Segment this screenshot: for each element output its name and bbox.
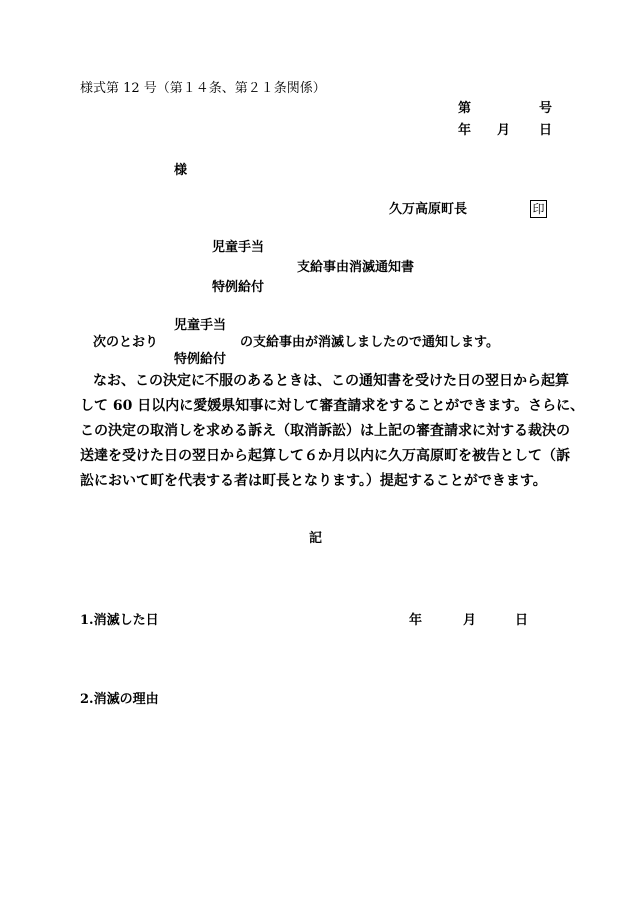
seal-mark: 印 — [530, 200, 547, 218]
appeal-line-5: 訟において町を代表する者は町長となります。）提起することができます。 — [80, 473, 547, 489]
item-1-year: 年 — [409, 613, 423, 628]
title-option-special-benefit: 特例給付 — [212, 280, 265, 295]
item-1-day: 日 — [515, 613, 529, 628]
addressee-sama: 様 — [174, 163, 188, 178]
ki-heading: 記 — [309, 531, 323, 546]
form-label: 様式第 12 号（第１４条、第２１条関係） — [80, 81, 326, 96]
date-month: 月 — [497, 123, 511, 138]
item-1-label: 1.消滅した日 — [80, 613, 159, 628]
date-day: 日 — [539, 123, 553, 138]
notice-option-child-allowance: 児童手当 — [174, 318, 227, 333]
appeal-line-3: この決定の取消しを求める訴え（取消訴訟）は上記の審査請求に対する裁決の — [80, 423, 570, 439]
appeal-line-1: なお、この決定に不服のあるときは、この通知書を受けた日の翌日から起算 — [93, 373, 569, 389]
sender-title: 久万高原町長 — [389, 202, 468, 217]
appeal-line-4: 送達を受けた日の翌日から起算して６か月以内に久万高原町を被告として（訴 — [80, 448, 570, 464]
notice-lead: 次のとおり — [93, 335, 159, 350]
number-go: 号 — [539, 101, 553, 116]
notice-rest: の支給事由が消滅しましたので通知します。 — [240, 335, 499, 350]
item-1-month: 月 — [463, 613, 477, 628]
notice-option-special-benefit: 特例給付 — [174, 352, 227, 367]
item-2-label: 2.消滅の理由 — [80, 692, 159, 707]
doc-title: 支給事由消滅通知書 — [297, 260, 415, 275]
number-dai: 第 — [458, 101, 472, 116]
date-year: 年 — [458, 123, 472, 138]
appeal-line-2: して 60 日以内に愛媛県知事に対して審査請求をすることができます。さらに、 — [80, 398, 585, 414]
title-option-child-allowance: 児童手当 — [212, 240, 265, 255]
